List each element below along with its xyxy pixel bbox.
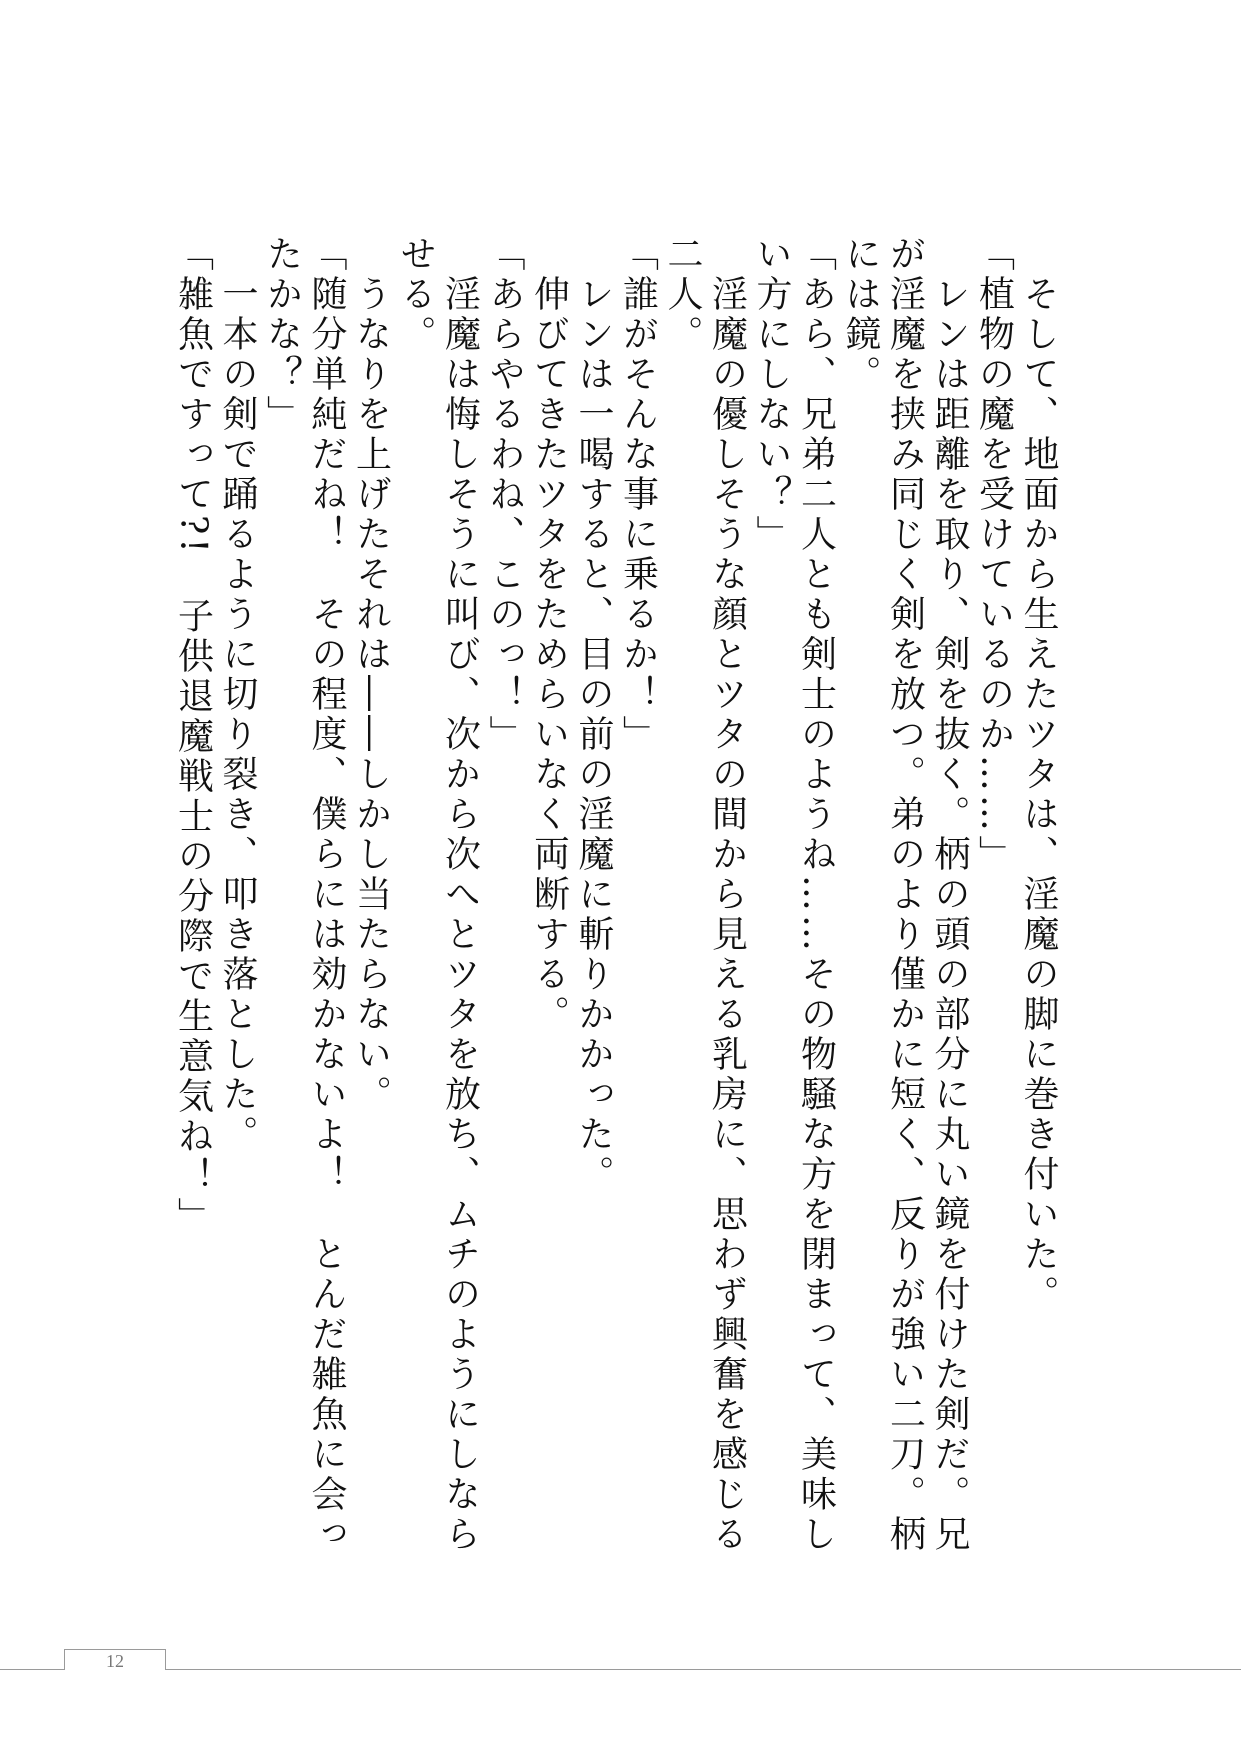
dialogue-line: 「誰がそんな事に乗るか！」 [617,235,659,755]
vertical-text-body [172,235,1060,1575]
dialogue-line: 「あらやるわね、このっ！」 [484,235,525,755]
paragraph: そして、地面から生えたツタは、淫魔の脚に巻き付いた。 [1018,235,1059,1315]
footer-rule [0,1669,1241,1670]
paragraph: 伸びてきたツタをためらいなく両断する。 [528,235,570,1035]
dialogue-line: 「雑魚ですって?! 子供退魔戦士の分際で生意気ね！」 [172,235,214,1237]
page-number: 12 [64,1649,166,1670]
dialogue-line: 「随分単純だね！ その程度、僕らには効かないよ！ とんだ雑魚に会ったかな？」 [261,235,347,1555]
paragraph: レンは距離を取り、剣を抜く。柄の頭の部分に丸い鏡を付けた剣だ。兄が淫魔を挟み同じく剣を放つ。弟のより僅かに短く、反りが強い二刀。柄には鏡。 [840,235,970,1555]
paragraph: 淫魔は悔しそうに叫び、次から次へとツタを放ち、ムチのようにしならせる。 [395,235,481,1555]
dialogue-line: 「植物の魔を受けているのか……」 [973,235,1015,875]
paragraph: 一本の剣で踊るように切り裂き、叩き落とした。 [217,235,258,1155]
paragraph: 淫魔の優しそうな顔とツタの間から見える乳房に、思わず興奮を感じる二人。 [662,235,748,1555]
paragraph: うなりを上げたそれは――しかし当たらない。 [350,235,392,1115]
paragraph: レンは一喝すると、目の前の淫魔に斬りかかった。 [573,235,614,1195]
dialogue-line: 「あら、兄弟二人とも剣士のようね……その物騒な方を閉まって、美味しい方にしない？」 [751,235,837,1555]
